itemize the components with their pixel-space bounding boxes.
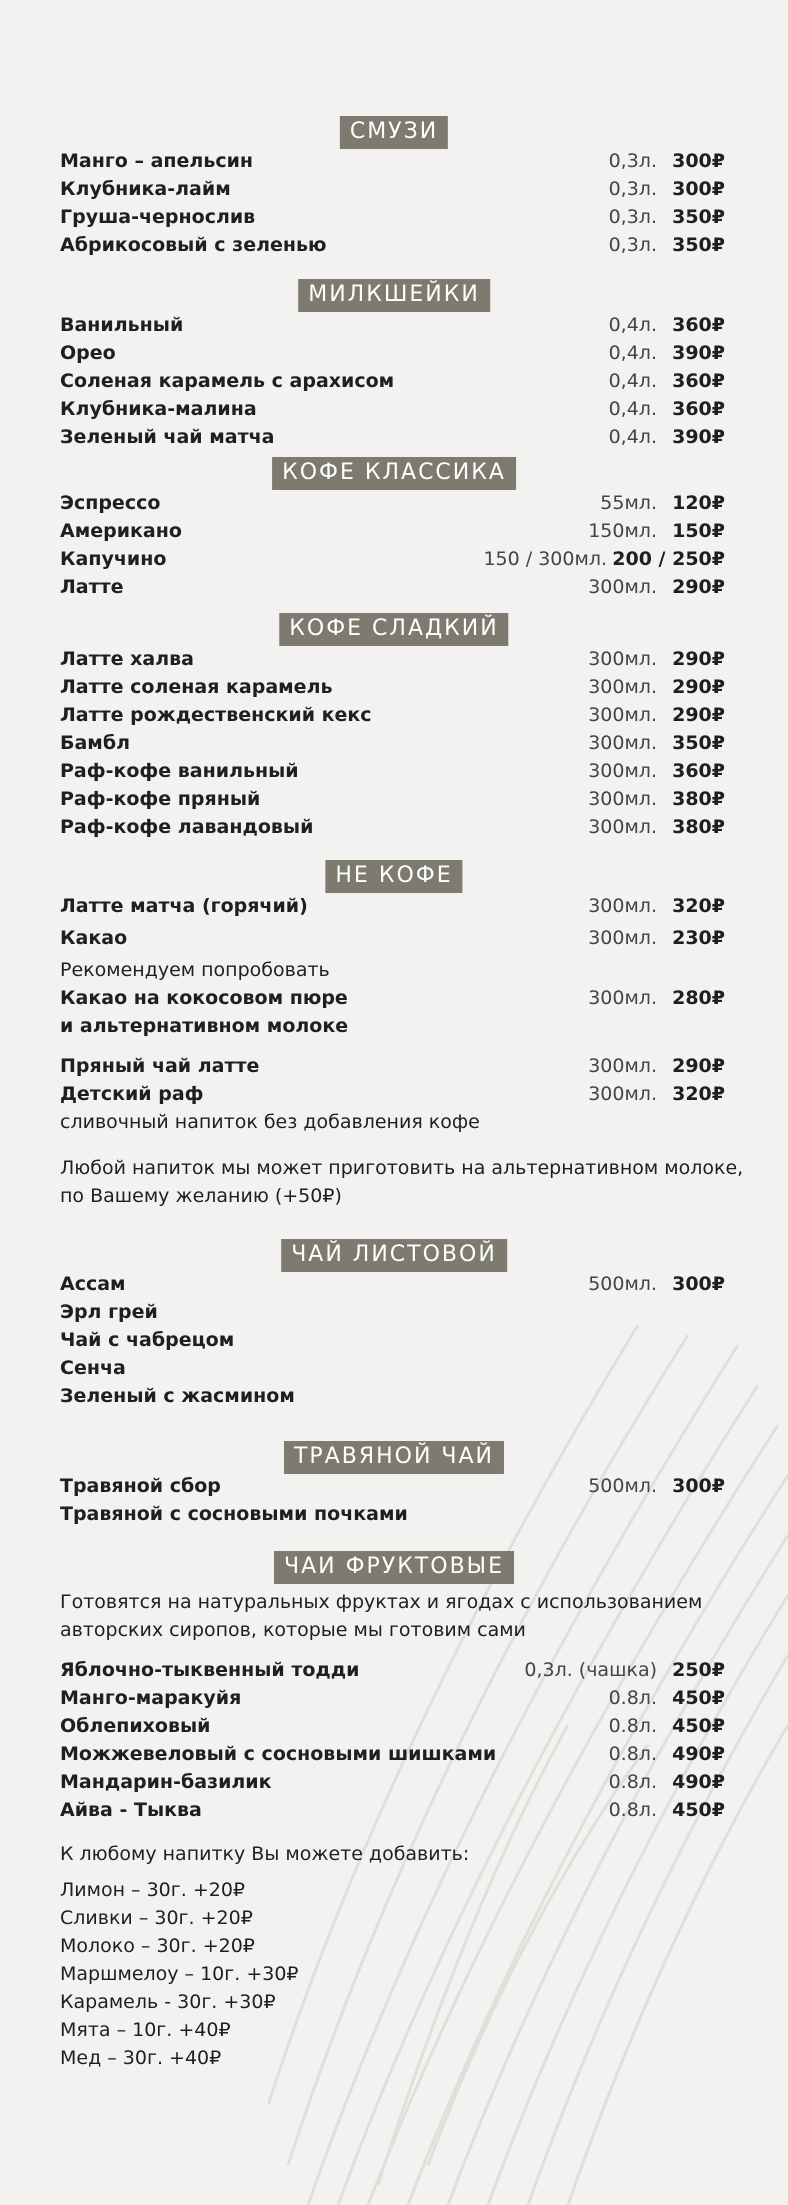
item-price: 450₽ xyxy=(672,1715,725,1737)
item-volume: 0.8л. xyxy=(608,1715,657,1737)
item-volume: 0,3л. xyxy=(608,178,657,200)
menu-item xyxy=(60,423,725,451)
item-name: Какао на кокосовом пюре xyxy=(60,987,348,1009)
item-price: 290₽ xyxy=(672,576,725,598)
item-volume: 500мл. xyxy=(588,1273,657,1295)
section-header-smoothies: СМУЗИ xyxy=(340,116,448,149)
item-name: Клубника-малина xyxy=(60,398,257,420)
item-price: 300₽ xyxy=(672,1273,725,1295)
item-volume: 0,3л. xyxy=(608,150,657,172)
item-price: 390₽ xyxy=(672,426,725,448)
item-volume: 55мл. xyxy=(600,492,657,514)
item-price: 200 / 250₽ xyxy=(612,548,725,570)
menu-item xyxy=(60,1326,725,1354)
item-volume: 300мл. xyxy=(588,1055,657,1077)
item-name: Айва - Тыква xyxy=(60,1799,202,1821)
item-volume: 0,3л. xyxy=(608,234,657,256)
item-name: Эрл грей xyxy=(60,1301,158,1323)
item-name: Облепиховый xyxy=(60,1715,211,1737)
item-name: Латте рождественский кекс xyxy=(60,704,372,726)
menu-item xyxy=(60,892,725,920)
item-price: 290₽ xyxy=(672,648,725,670)
menu-item xyxy=(60,1270,725,1298)
menu-item xyxy=(60,203,725,231)
menu-item xyxy=(60,1768,725,1796)
item-name: Манго-маракуйя xyxy=(60,1687,242,1709)
item-name: Соленая карамель с арахисом xyxy=(60,370,395,392)
item-name: Эспрессо xyxy=(60,492,161,514)
addon-item: Карамель - 30г. +30₽ xyxy=(60,1991,276,2013)
item-price: 290₽ xyxy=(672,676,725,698)
item-price: 280₽ xyxy=(672,987,725,1009)
item-volume: 0,3л. xyxy=(608,206,657,228)
item-price: 360₽ xyxy=(672,760,725,782)
item-volume: 0,4л. xyxy=(608,426,657,448)
item-price: 390₽ xyxy=(672,342,725,364)
menu-item xyxy=(60,1500,725,1528)
item-volume: 0.8л. xyxy=(608,1771,657,1793)
item-name: Латте xyxy=(60,576,124,598)
item-volume: 300мл. xyxy=(588,987,657,1009)
item-name: Капучино xyxy=(60,548,167,570)
menu-item xyxy=(60,367,725,395)
recommend-note: Рекомендуем попробовать xyxy=(60,959,330,981)
item-volume: 300мл. xyxy=(588,576,657,598)
item-price: 320₽ xyxy=(672,895,725,917)
item-price: 350₽ xyxy=(672,732,725,754)
menu-item xyxy=(60,175,725,203)
menu-item xyxy=(60,924,725,952)
item-name: Манго – апельсин xyxy=(60,150,254,172)
item-volume: 0.8л. xyxy=(608,1799,657,1821)
menu-item xyxy=(60,489,725,517)
item-name: Латте соленая карамель xyxy=(60,676,333,698)
item-price: 290₽ xyxy=(672,704,725,726)
menu-item xyxy=(60,1796,725,1824)
menu-item xyxy=(60,1298,725,1326)
item-name: Мандарин-базилик xyxy=(60,1771,272,1793)
item-name: Можжевеловый с сосновыми шишками xyxy=(60,1743,497,1765)
item-name: Сенча xyxy=(60,1357,126,1379)
item-name: Ванильный xyxy=(60,314,184,336)
menu-item xyxy=(60,311,725,339)
item-name: Детский раф xyxy=(60,1083,204,1105)
item-name-continuation: и альтернативном молоке xyxy=(60,1015,349,1037)
item-volume: 300мл. xyxy=(588,648,657,670)
item-volume: 300мл. xyxy=(588,788,657,810)
addon-item: Мед – 30г. +40₽ xyxy=(60,2047,222,2069)
item-volume: 0,4л. xyxy=(608,370,657,392)
menu-item xyxy=(60,395,725,423)
item-name: Латте халва xyxy=(60,648,194,670)
addon-item: Маршмелоу – 10г. +30₽ xyxy=(60,1963,299,1985)
item-volume: 300мл. xyxy=(588,676,657,698)
item-volume: 300мл. xyxy=(588,760,657,782)
menu-item xyxy=(60,645,725,673)
fruit-tea-description: авторских сиропов, которые мы готовим сами xyxy=(60,1619,526,1641)
menu-item xyxy=(60,339,725,367)
item-price: 360₽ xyxy=(672,370,725,392)
item-name: Яблочно-тыквенный тодди xyxy=(60,1659,360,1681)
item-price: 490₽ xyxy=(672,1771,725,1793)
item-price: 300₽ xyxy=(672,178,725,200)
menu-item xyxy=(60,1472,725,1500)
menu-item xyxy=(60,1684,725,1712)
item-volume: 300мл. xyxy=(588,1083,657,1105)
item-name: Чай с чабрецом xyxy=(60,1329,235,1351)
item-name: Травяной сбор xyxy=(60,1475,221,1497)
addon-item: Сливки – 30г. +20₽ xyxy=(60,1907,253,1929)
item-volume: 300мл. xyxy=(588,704,657,726)
menu-item xyxy=(60,785,725,813)
item-price: 380₽ xyxy=(672,816,725,838)
menu-item xyxy=(60,1740,725,1768)
menu-item xyxy=(60,1382,725,1410)
item-price: 250₽ xyxy=(672,1659,725,1681)
item-name: Американо xyxy=(60,520,182,542)
item-price: 350₽ xyxy=(672,234,725,256)
menu-item xyxy=(60,1712,725,1740)
section-header-coffee-sweet: КОФЕ СЛАДКИЙ xyxy=(279,613,508,646)
item-name: Зеленый с жасмином xyxy=(60,1385,295,1407)
section-header-leaf-tea: ЧАЙ ЛИСТОВОЙ xyxy=(281,1239,507,1272)
item-price: 120₽ xyxy=(672,492,725,514)
section-header-coffee-classic: КОФЕ КЛАССИКА xyxy=(272,457,516,490)
menu-item xyxy=(60,1080,725,1108)
menu-item xyxy=(60,813,725,841)
alt-milk-note: по Вашему желанию (+50₽) xyxy=(60,1185,342,1207)
item-volume: 150мл. xyxy=(588,520,657,542)
menu-item xyxy=(60,1052,725,1080)
menu-item xyxy=(60,231,725,259)
item-price: 360₽ xyxy=(672,314,725,336)
item-name: Ассам xyxy=(60,1273,126,1295)
item-price: 230₽ xyxy=(672,927,725,949)
item-volume: 300мл. xyxy=(588,816,657,838)
item-name: Орео xyxy=(60,342,116,364)
item-volume: 0,4л. xyxy=(608,314,657,336)
menu-item xyxy=(60,545,725,573)
item-volume: 300мл. xyxy=(588,927,657,949)
item-volume: 300мл. xyxy=(588,895,657,917)
item-price: 290₽ xyxy=(672,1055,725,1077)
item-name: Раф-кофе пряный xyxy=(60,788,261,810)
item-volume: 0,3л. (чашка) xyxy=(524,1659,657,1681)
item-volume: 300мл. xyxy=(588,732,657,754)
item-price: 450₽ xyxy=(672,1799,725,1821)
addon-item: Мята – 10г. +40₽ xyxy=(60,2019,231,2041)
item-name: Клубника-лайм xyxy=(60,178,231,200)
section-header-fruit-tea: ЧАИ ФРУКТОВЫЕ xyxy=(274,1551,514,1584)
section-header-herbal-tea: ТРАВЯНОЙ ЧАЙ xyxy=(284,1441,504,1474)
alt-milk-note: Любой напиток мы может приготовить на альтернативном молоке, xyxy=(60,1157,744,1179)
addon-item: Лимон – 30г. +20₽ xyxy=(60,1879,246,1901)
item-price: 300₽ xyxy=(672,1475,725,1497)
raf-note: сливочный напиток без добавления кофе xyxy=(60,1111,480,1133)
menu-item xyxy=(60,729,725,757)
item-price: 380₽ xyxy=(672,788,725,810)
item-name: Бамбл xyxy=(60,732,131,754)
item-volume: 0,4л. xyxy=(608,398,657,420)
addons-intro: К любому напитку Вы можете добавить: xyxy=(60,1843,470,1865)
menu-item xyxy=(60,701,725,729)
item-volume: 0.8л. xyxy=(608,1743,657,1765)
item-price: 350₽ xyxy=(672,206,725,228)
item-name: Раф-кофе ванильный xyxy=(60,760,299,782)
menu-item xyxy=(60,1656,725,1684)
item-name: Латте матча (горячий) xyxy=(60,895,308,917)
item-price: 490₽ xyxy=(672,1743,725,1765)
menu-item xyxy=(60,517,725,545)
item-name: Какао xyxy=(60,927,128,949)
menu-item xyxy=(60,984,725,1012)
item-volume: 0,4л. xyxy=(608,342,657,364)
fruit-tea-description: Готовятся на натуральных фруктах и ягодах с использованием xyxy=(60,1591,703,1613)
item-volume: 0.8л. xyxy=(608,1687,657,1709)
item-volume: 150 / 300мл. xyxy=(483,548,607,570)
item-name: Раф-кофе лавандовый xyxy=(60,816,314,838)
section-header-milkshakes: МИЛКШЕЙКИ xyxy=(298,279,490,312)
item-name: Пряный чай латте xyxy=(60,1055,260,1077)
item-name: Зеленый чай матча xyxy=(60,426,275,448)
menu-item xyxy=(60,673,725,701)
item-price: 300₽ xyxy=(672,150,725,172)
item-price: 150₽ xyxy=(672,520,725,542)
item-name: Травяной с сосновыми почками xyxy=(60,1503,408,1525)
item-name: Груша-чернослив xyxy=(60,206,256,228)
menu-item xyxy=(60,757,725,785)
menu-item xyxy=(60,573,725,601)
item-price: 450₽ xyxy=(672,1687,725,1709)
item-price: 320₽ xyxy=(672,1083,725,1105)
addon-item: Молоко – 30г. +20₽ xyxy=(60,1935,255,1957)
item-name: Абрикосовый с зеленью xyxy=(60,234,327,256)
item-price: 360₽ xyxy=(672,398,725,420)
menu-item xyxy=(60,1354,725,1382)
menu-item xyxy=(60,147,725,175)
section-header-not-coffee: НЕ КОФЕ xyxy=(325,860,462,893)
item-volume: 500мл. xyxy=(588,1475,657,1497)
